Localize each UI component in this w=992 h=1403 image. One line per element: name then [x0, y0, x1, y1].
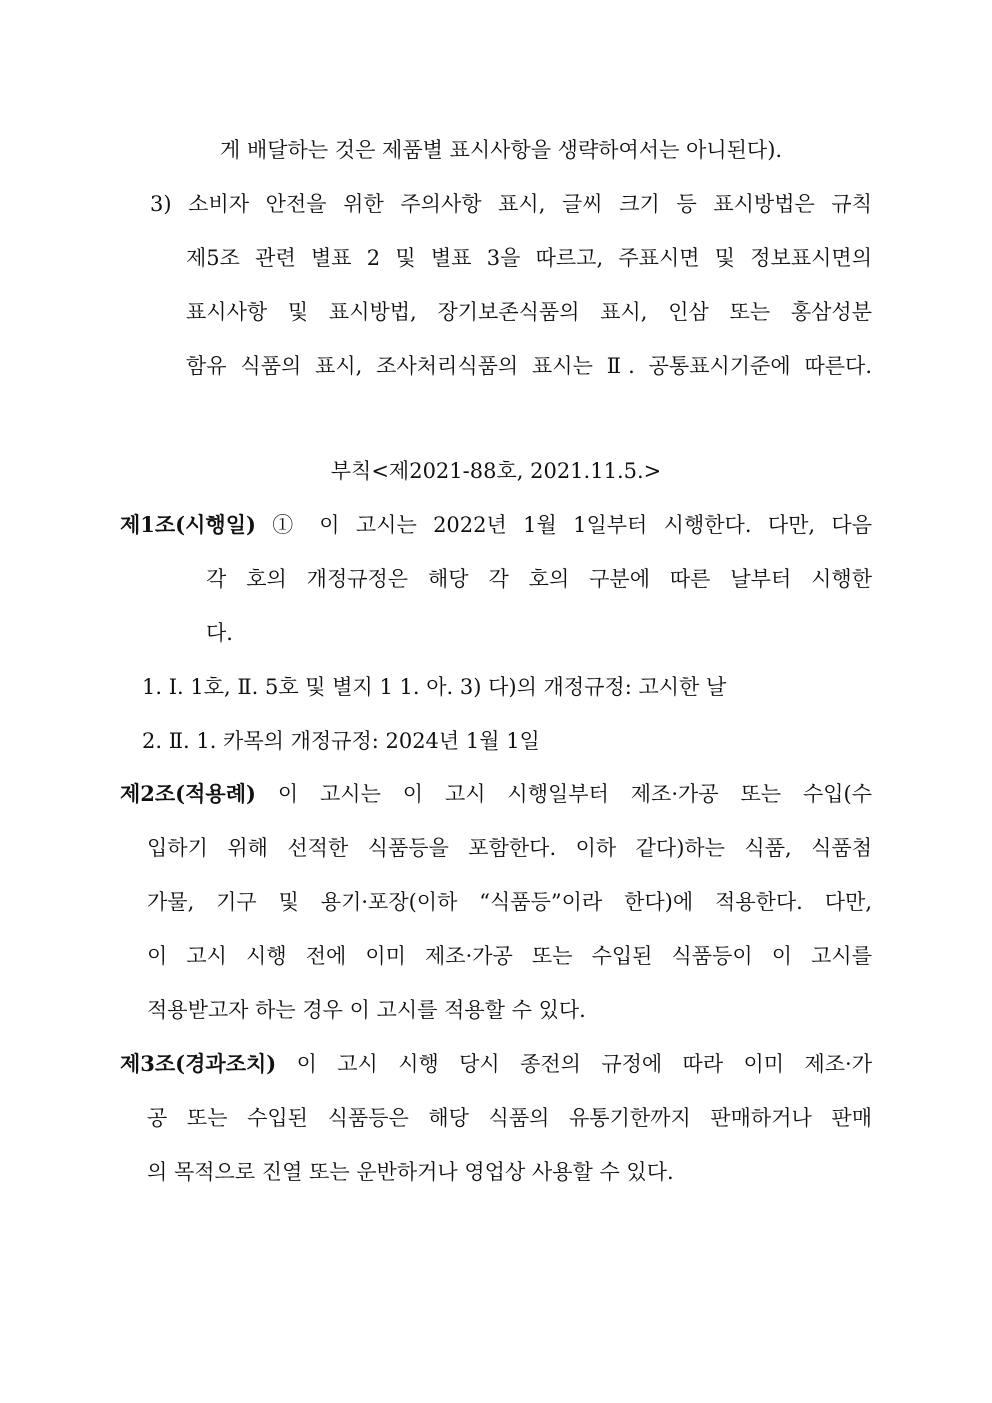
article-2-line-4: 이 고시 시행 전에 이미 제조·가공 또는 수입된 식품등이 이 고시를	[147, 944, 872, 968]
article-1-line-1	[120, 510, 872, 540]
article-2-line-2: 입하기 위해 선적한 식품등을 포함한다. 이하 같다)하는 식품, 식품첨	[147, 836, 872, 860]
article-1-item-1: 1. Ⅰ. 1호, Ⅱ. 5호 및 별지 1 1. 아. 3) 다)의 개정규정: 고시한 날	[142, 675, 727, 699]
article-2-line-3: 가물, 기구 및 용기·포장(이하 “식품등”이라 한다)에 적용한다. 다만,	[147, 890, 872, 914]
article-1-heading: 제1조(시행일)	[120, 512, 256, 537]
item-3-line-3: 표시사항 및 표시방법, 장기보존식품의 표시, 인삼 또는 홍삼성분	[186, 300, 872, 324]
article-3-line-2: 공 또는 수입된 식품등은 해당 식품의 유통기한까지 판매하거나 판매	[147, 1106, 872, 1130]
article-3-text: 이 고시 시행 당시 종전의 규정에 따라 이미 제조·가	[276, 1052, 872, 1076]
article-2-heading: 제2조(적용례)	[120, 781, 256, 806]
continuation-line: 게 배달하는 것은 제품별 표시사항을 생략하여서는 아니된다).	[220, 138, 783, 162]
supplement-title: 부칙<제2021-88호, 2021.11.5.>	[330, 459, 662, 483]
item-3-line-1: 3) 소비자 안전을 위한 주의사항 표시, 글씨 크기 등 표시방법은 규칙	[150, 192, 872, 216]
article-2-text: 이 고시는 이 고시 시행일부터 제조·가공 또는 수입(수	[255, 782, 872, 806]
item-3-line-2: 제5조 관련 별표 2 및 별표 3을 따르고, 주표시면 및 정보표시면의	[186, 246, 872, 270]
article-1-line-3: 다.	[206, 621, 233, 645]
item-3-line-4: 함유 식품의 표시, 조사처리식품의 표시는 Ⅱ. 공통표시기준에 따른다.	[186, 354, 872, 378]
article-2-line-1	[120, 779, 872, 809]
article-3-line-1	[120, 1049, 872, 1079]
article-1-text: ① 이 고시는 2022년 1월 1일부터 시행한다. 다만, 다음	[255, 513, 872, 537]
article-3-heading: 제3조(경과조치)	[120, 1051, 277, 1076]
article-1-item-2: 2. Ⅱ. 1. 카목의 개정규정: 2024년 1월 1일	[142, 729, 540, 753]
article-2-line-5: 적용받고자 하는 경우 이 고시를 적용할 수 있다.	[147, 998, 586, 1022]
article-3-line-3: 의 목적으로 진열 또는 운반하거나 영업상 사용할 수 있다.	[147, 1160, 674, 1184]
article-1-line-2: 각 호의 개정규정은 해당 각 호의 구분에 따른 날부터 시행한	[206, 567, 872, 591]
